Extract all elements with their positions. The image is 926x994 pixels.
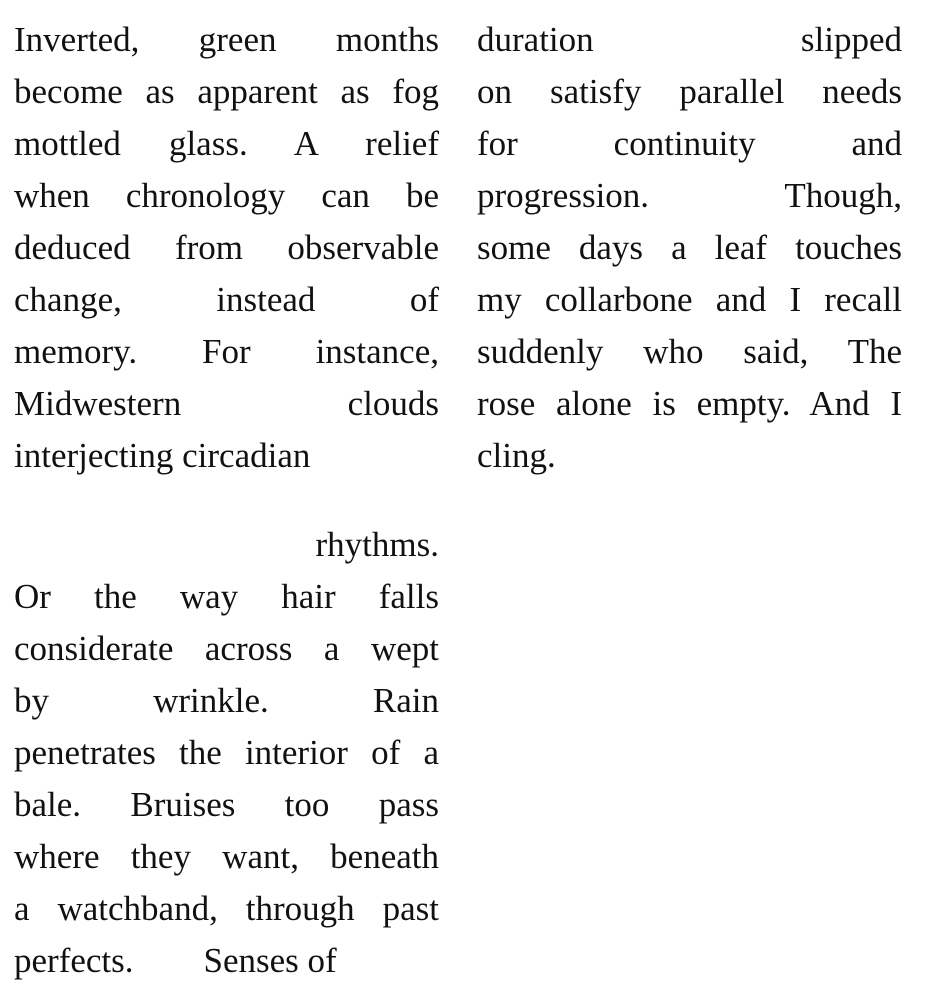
poem-line: Or the way hair falls	[14, 577, 439, 616]
poem-line: interjecting circadian	[14, 436, 311, 475]
poem-line: Inverted, green months	[14, 20, 439, 59]
poem-line: suddenly who said, The	[477, 332, 902, 371]
poem-line: cling.	[477, 436, 556, 475]
poem-line: penetrates the interior of a	[14, 733, 439, 772]
poem-line: for continuity and	[477, 124, 902, 163]
poem-fragment: perfects.	[14, 941, 134, 980]
poem-line: change, instead of	[14, 280, 439, 319]
poem-line: deduced from observable	[14, 228, 439, 267]
poem-line: mottled glass. A relief	[14, 124, 439, 163]
poem-line: a watchband, through past	[14, 889, 439, 928]
poem-line: bale. Bruises too pass	[14, 785, 439, 824]
poem-line: rose alone is empty. And I	[477, 384, 902, 423]
poem-line: memory. For instance,	[14, 332, 439, 371]
poem-line: progression. Though,	[477, 176, 902, 215]
poem-fragment: Senses of	[203, 941, 337, 980]
right-column	[477, 14, 902, 482]
poem-line: on satisfy parallel needs	[477, 72, 902, 111]
poem-line: Midwestern clouds	[14, 384, 439, 423]
poem-line: by wrinkle. Rain	[14, 681, 439, 720]
poem-line: rhythms.	[315, 525, 439, 564]
poem-line: considerate across a wept	[14, 629, 439, 668]
poem-line	[14, 935, 439, 987]
left-column	[14, 14, 439, 987]
stanza-break	[14, 482, 439, 519]
poem-line: where they want, beneath	[14, 837, 439, 876]
poem-line: when chronology can be	[14, 176, 439, 215]
poem-line: my collarbone and I recall	[477, 280, 902, 319]
poem-line: duration slipped	[477, 20, 902, 59]
poem-line: become as apparent as fog	[14, 72, 439, 111]
poem-line: some days a leaf touches	[477, 228, 902, 267]
